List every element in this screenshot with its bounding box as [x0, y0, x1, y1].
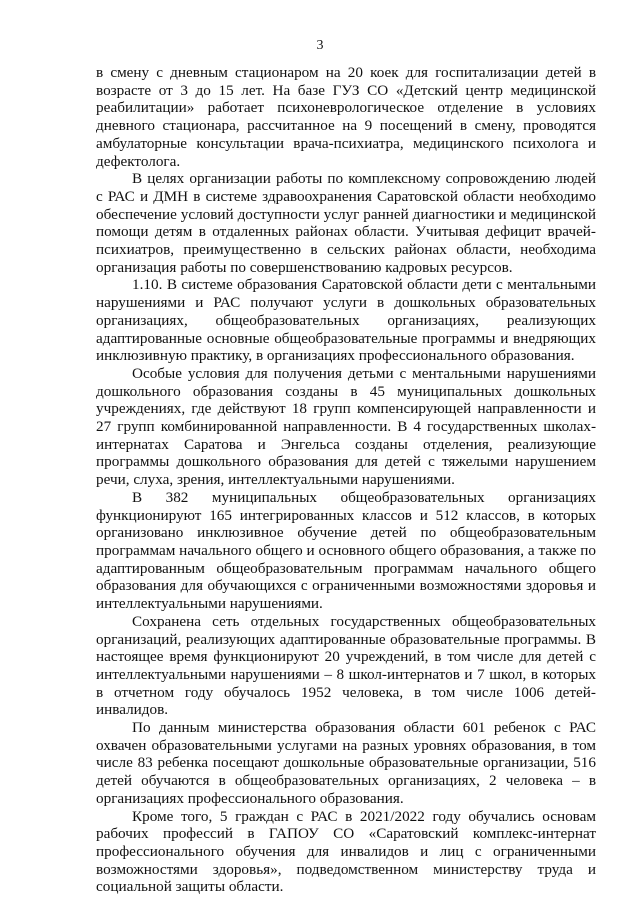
paragraph-section-1-10: 1.10. В системе образования Саратовской области дети с ментальными нарушениями и РАС получают услуги в дошкольных образовательных организациях, общеобразовательных организациях, реализующих адаптированные основные общеобразовательные программы и внедряющих инклюзивную практику, в организациях профессионального образования. [96, 276, 596, 365]
paragraph-preschool-conditions: Особые условия для получения детьми с ментальными нарушениями дошкольного образования созданы в 45 муниципальных дошкольных учреждениях, где действуют 18 групп компенсирующей направленности и 27 групп комбинированной направленности. В 4 государственных школах-интернатах Саратова и Энгельса созданы отделения, реализующие программы дошкольного образования для детей с тяжелыми нарушением речи, слуха, зрения, интеллектуальными нарушениями. [96, 364, 596, 489]
paragraph-healthcare-support: В целях организации работы по комплексному сопровождению людей с РАС и ДМН в системе здравоохранения Саратовской области необходимо обеспечение условий доступности услуг ранней диагностики и медицинской помощи детям в отдаленных районах области. Учитывая дефицит врачей-психиатров, преимущественно в сельских районах области, необходима организация работы по совершенствованию кадровых ресурсов. [96, 170, 596, 276]
paragraph-municipal-schools: В 382 муниципальных общеобразовательных организациях функционируют 165 интегрированных классов и 512 классов, в которых организовано инклюзивное обучение детей по общеобразовательным программам начального общего и основного общего образования, а также по адаптированным общеобразовательным программам начального общего образования для обучающихся с ограниченными возможностями здоровья и интеллектуальными нарушениями. [96, 488, 596, 613]
page-number: 3 [316, 38, 324, 53]
paragraph-ministry-data: По данным министерства образования области 601 ребенок с РАС охвачен образовательными услугами на разных уровнях образования, в том числе 83 ребенка посещают дошкольные образовательные организации, 516 детей обучаются в общеобразовательных организациях, 2 человека – в организациях профессионального образования. [96, 719, 596, 807]
document-body [96, 64, 596, 896]
paragraph-vocational-training: Кроме того, 5 граждан с РАС в 2021/2022 году обучались основам рабочих профессий в ГАПОУ СО «Саратовский комплекс-интернат профессионального обучения для инвалидов и лиц с ограниченными возможностями здоровья», подведомственном министерству труда и социальной защиты области. [96, 807, 596, 896]
paragraph-continuation: в смену с дневным стационаром на 20 коек для госпитализации детей в возрасте от 3 до 15 лет. На базе ГУЗ СО «Детский центр медицинской реабилитации» работает психоневрологическое отделение в условиях дневного стационара, рассчитанное на 9 посещений в смену, проводятся амбулаторные консультации врача-психиатра, медицинского психолога и дефектолога. [96, 64, 596, 170]
paragraph-state-schools: Сохранена сеть отдельных государственных общеобразовательных организаций, реализующих адаптированные образовательные программы. В настоящее время функционируют 20 учреждений, в том числе для детей с интеллектуальными нарушениями – 8 школ-интернатов и 7 школ, в которых в отчетном году обучалось 1952 человека, в том числе 1006 детей-инвалидов. [96, 612, 596, 719]
